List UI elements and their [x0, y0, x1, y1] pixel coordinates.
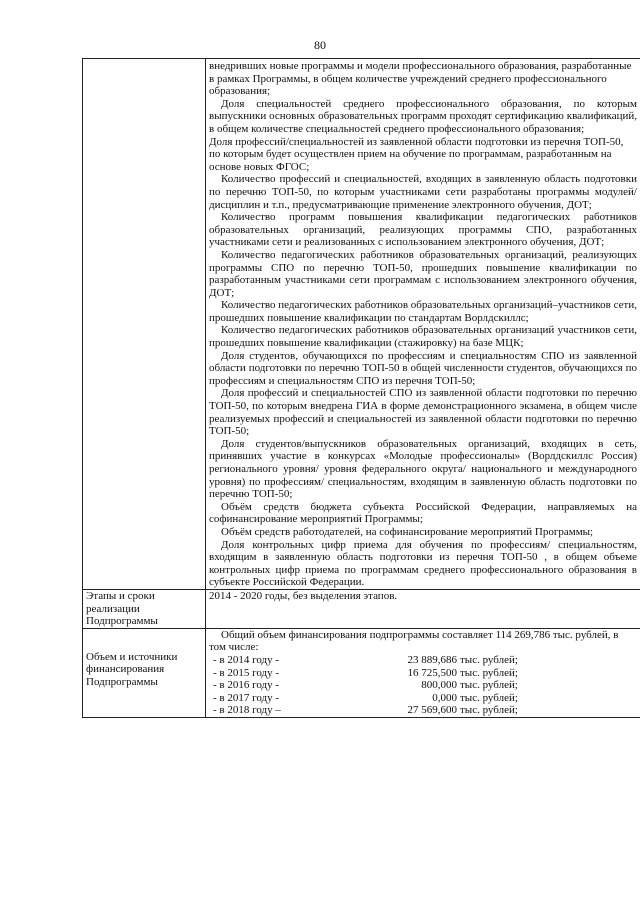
financing-cell: [206, 628, 640, 717]
year-label: - в 2017 году -: [213, 691, 280, 704]
year-unit: тыс. рублей;: [460, 704, 518, 717]
indicators-cell: [206, 59, 640, 590]
financing-label: Объем и источники финансирования Подпрограммы: [83, 628, 206, 717]
year-amount: 800,000: [421, 679, 457, 692]
indicator-text: Доля студентов/выпускников образовательных организаций, входящих в сеть, принявших участие в конкурсах «Молодые профессионалы» (Ворлдскиллс Россия) регионального уровня/ уровня федерального округа/ национального и международного уровня) по профессиям/ специальностям, входящим в заявленную область подготовки по перечню ТОП-50;: [209, 437, 637, 501]
indicator-text: Доля контрольных цифр приема для обучения по профессиям/ специальностям, входящим в заявленную область подготовки из перечня ТОП-50 , в общем объеме контрольных цифр приема по программам среднего профессионального образования в субъекте Российской Федерации.: [209, 538, 637, 589]
year-unit: тыс. рублей;: [460, 653, 518, 666]
year-unit: тыс. рублей;: [460, 666, 518, 679]
year-amount: 23 889,686: [407, 653, 457, 666]
year-amount: 16 725,500: [407, 666, 457, 679]
passport-table: [82, 58, 640, 718]
year-unit: тыс. рублей;: [460, 679, 518, 692]
year-unit: тыс. рублей;: [460, 691, 518, 704]
indicators-row: [83, 59, 640, 590]
indicator-text: Количество программ повышения квалификации педагогических работников образовательных организаций, реализующих программы СПО, разработанных участниками сети и реализованных с использованием электронного обучения, ДОТ;: [209, 211, 637, 249]
year-label: - в 2018 году –: [213, 704, 281, 717]
indicator-text: Доля специальностей среднего профессионального образования, по которым выпускники основных образовательных программ проходят сертификацию квалификаций, в общем количестве специальностей среднего профессионального образования;: [209, 97, 637, 135]
indicator-text: Количество профессий и специальностей, входящих в заявленную область подготовки по перечню ТОП-50, по которым участниками сети разработаны программы модулей/дисциплин и т.п., предусматривающие применение электронного обучения, ДОТ;: [209, 173, 637, 211]
financing-row: [83, 628, 640, 717]
indicators-label-cell: [83, 59, 206, 590]
financing-intro: Общий объем финансирования подпрограммы составляет 114 269,786 тыс. рублей, в том числе:: [209, 628, 619, 654]
year-label: - в 2015 году -: [213, 666, 280, 679]
indicator-text: Доля профессий/специальностей из заявленной области подготовки из перечня ТОП-50, по которым будет осуществлен прием на обучение по программам, разработанным на основе новых ФГОС;: [209, 135, 624, 173]
year-label: - в 2016 году -: [213, 679, 280, 692]
financing-year-line: [209, 692, 637, 705]
indicator-text: Объём средств работодателей, на софинансирование мероприятий Программы;: [221, 525, 594, 538]
indicator-text: Количество педагогических работников образовательных организаций, реализующих программы СПО по перечню ТОП-50, прошедших повышение квалификации по разработанным участниками сети программам с использованием электронного обучения, ДОТ;: [209, 248, 637, 299]
financing-year-line: [209, 654, 637, 667]
financing-year-line: [209, 704, 637, 717]
indicator-text: внедривших новые программы и модели профессионального образования, разработанные в рамках Программы, в общем количестве учреждений среднего профессионального образования;: [209, 60, 632, 98]
indicator-text: Доля профессий и специальностей СПО из заявленной области подготовки по перечню ТОП-50, по которым внедрена ГИА в форме демонстрационного экзамена, в общем числе реализуемых профессий и специальностей из заявленной области подготовки по перечню ТОП-50;: [209, 387, 637, 438]
financing-year-line: [209, 679, 637, 692]
indicator-text: Доля студентов, обучающихся по профессиям и специальностям СПО из заявленной области подготовки по перечню ТОП-50 в общей численности студентов, обучающихся по профессиям и специальностям СПО из перечня ТОП-50;: [209, 349, 637, 387]
page-number: 80: [314, 38, 326, 52]
financing-year-line: [209, 667, 637, 680]
stages-value: 2014 - 2020 годы, без выделения этапов.: [206, 589, 640, 628]
stages-row: [83, 589, 640, 628]
year-label: - в 2014 году -: [213, 653, 280, 666]
stages-label: Этапы и сроки реализации Подпрограммы: [83, 589, 206, 628]
year-amount: 27 569,600: [407, 704, 457, 717]
indicator-text: Количество педагогических работников образовательных организаций–участников сети, прошедших повышение квалификации по стандартам Ворлдскиллс;: [209, 299, 637, 324]
indicator-text: Количество педагогических работников образовательных организаций участников сети, прошедших повышение квалификации (стажировку) на базе МЦК;: [209, 324, 637, 350]
year-amount: 0,000: [432, 691, 457, 704]
indicator-text: Объём средств бюджета субъекта Российской Федерации, направляемых на софинансирование мероприятий Программы;: [209, 500, 637, 526]
